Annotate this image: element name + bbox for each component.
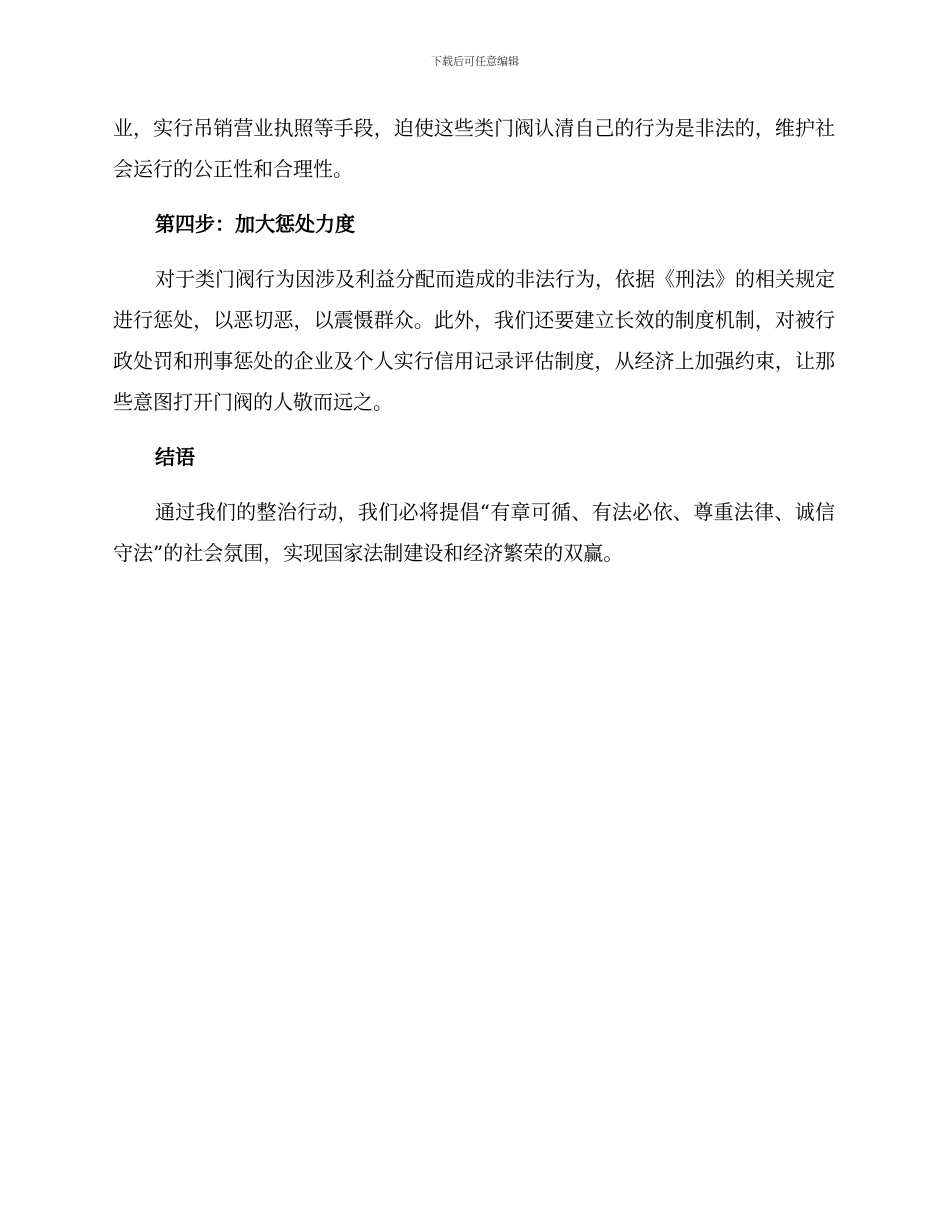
- page-header: 下载后可任意编辑: [431, 55, 519, 68]
- paragraph-continuation: 业，实行吊销营业执照等手段，迫使这些类门阀认清自己的行为是非法的，维护社会运行的公正性和合理性。: [113, 116, 835, 181]
- paragraph-conclusion: 通过我们的整治行动，我们必将提倡“有章可循、有法必依、尊重法律、诚信守法”的社会氛围，实现国家法制建设和经济繁荣的双赢。: [113, 500, 835, 565]
- section-heading-conclusion: 结语: [155, 445, 195, 469]
- paragraph-step-four: 对于类门阀行为因涉及利益分配而造成的非法行为，依据《刑法》的相关规定进行惩处，以恶切恶，以震慑群众。此外，我们还要建立长效的制度机制，对被行政处罚和刑事惩处的企业及个人实行信用记录评估制度，从经济上加强约束，让那些意图打开门阀的人敬而远之。: [113, 267, 835, 414]
- section-heading-step-four: 第四步：加大惩处力度: [155, 212, 355, 236]
- document-body: [113, 108, 835, 574]
